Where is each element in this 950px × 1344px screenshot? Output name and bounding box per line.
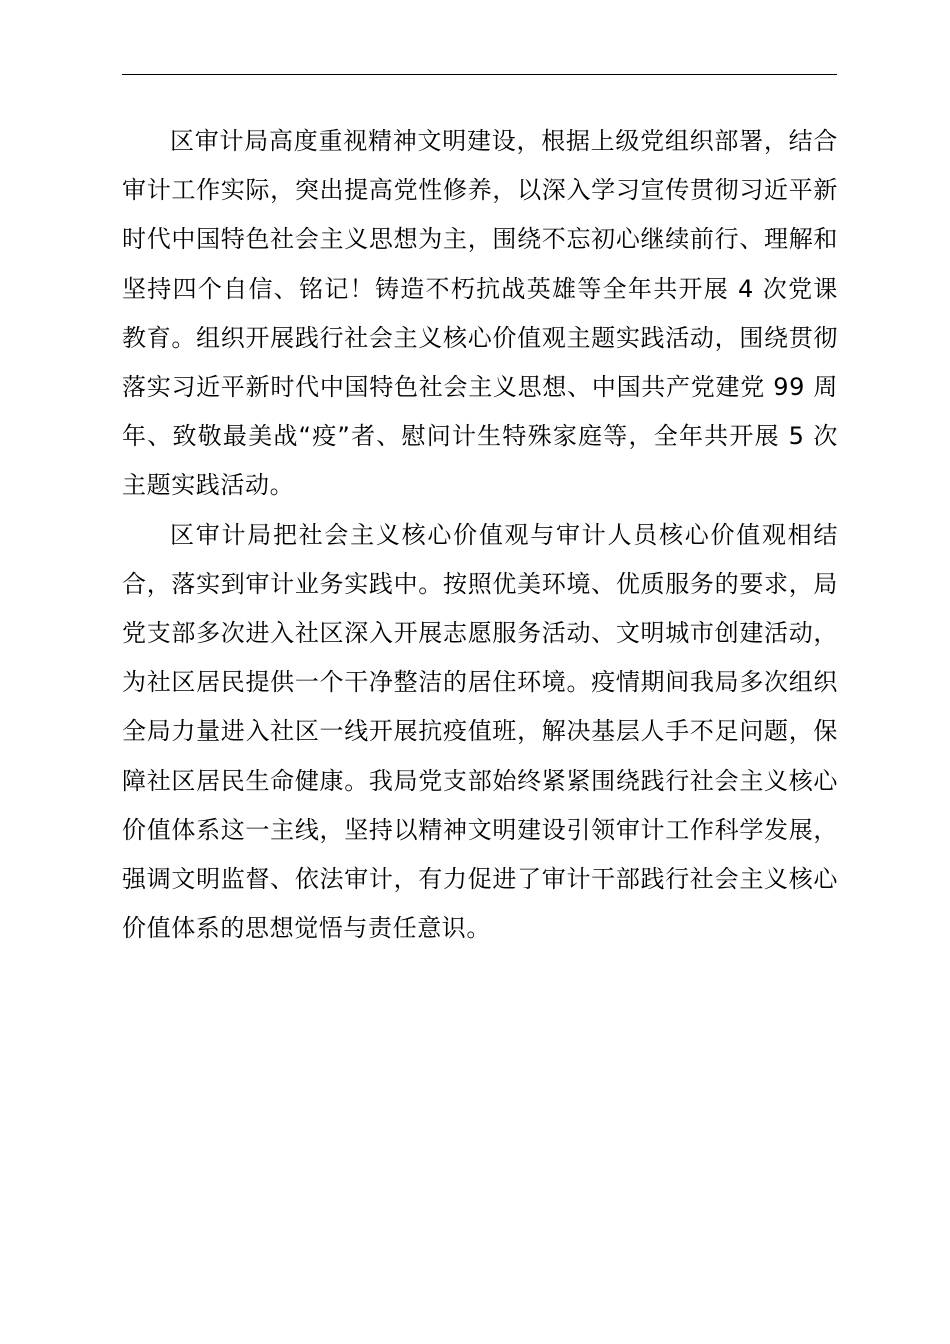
paragraph-2: 区审计局把社会主义核心价值观与审计人员核心价值观相结合，落实到审计业务实践中。按照优美环境、优质服务的要求，局党支部多次进入社区深入开展志愿服务活动、文明城市创建活动，为社区居民提供一个干净整洁的居住环境。疫情期间我局多次组织全局力量进入社区一线开展抗疫值班，解决基层人手不足问题，保障社区居民生命健康。我局党支部始终紧紧围绕践行社会主义核心价值体系这一主线，坚持以精神文明建设引领审计工作科学发展，强调文明监督、依法审计，有力促进了审计干部践行社会主义核心价值体系的思想觉悟与责任意识。 bbox=[122, 520, 838, 943]
header-rule bbox=[122, 74, 837, 75]
paragraph-1: 区审计局高度重视精神文明建设，根据上级党组织部署，结合审计工作实际，突出提高党性修养，以深入学习宣传贯彻习近平新时代中国特色社会主义思想为主，围绕不忘初心继续前行、理解和坚持四个自信、铭记！铸造不朽抗战英雄等全年共开展 4 次党课教育。组织开展践行社会主义核心价值观主题实践活动，围绕贯彻落实习近平新时代中国特色社会主义思想、中国共产党建党 99 周年、致敬最美战“疫”者、慰问计生特殊家庭等，全年共开展 5 次主题实践活动。 bbox=[122, 127, 838, 500]
body-text bbox=[122, 117, 838, 953]
